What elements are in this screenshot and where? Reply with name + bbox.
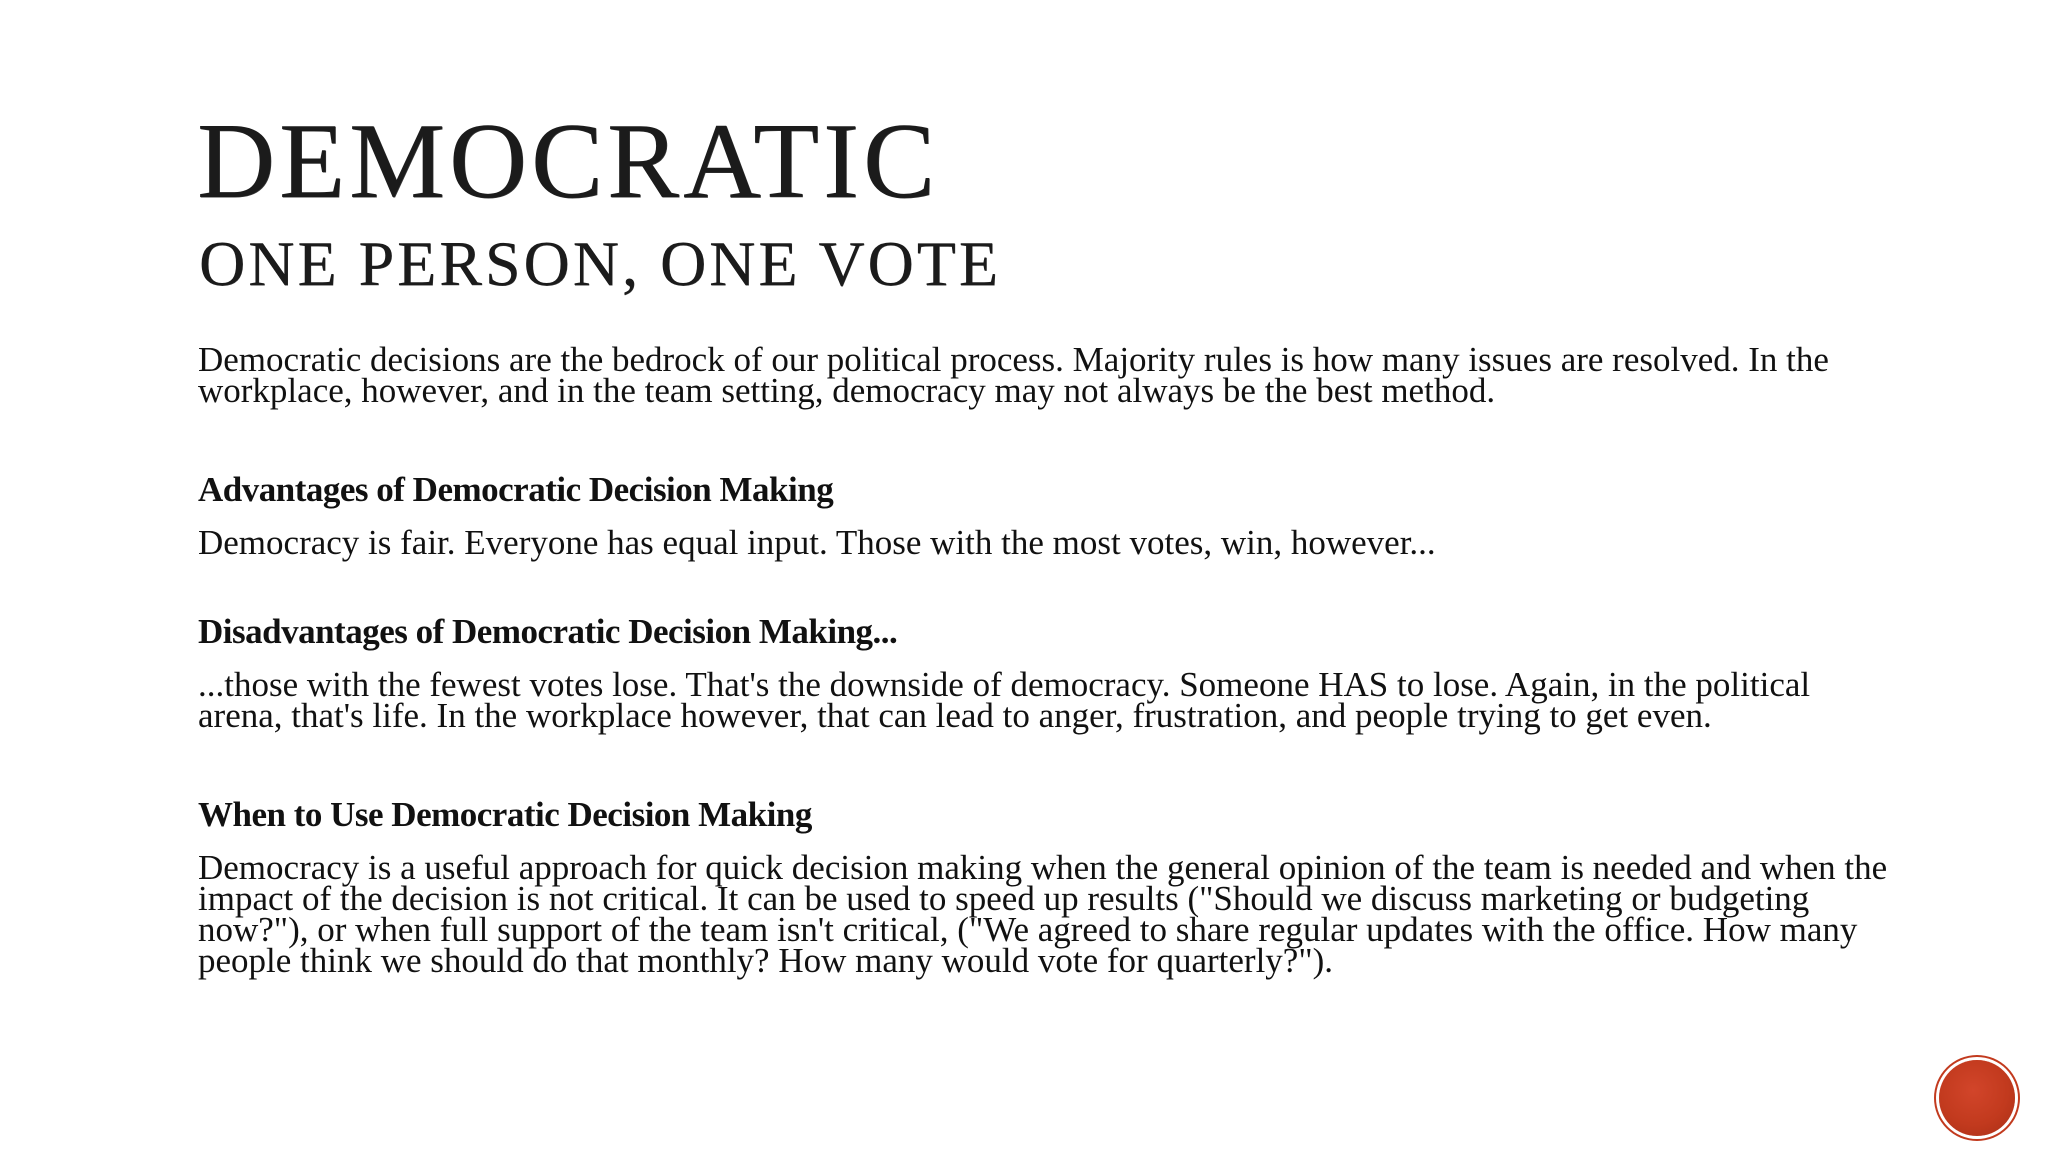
title-block — [197, 102, 1001, 299]
slide-title: DEMOCRATIC — [197, 102, 940, 221]
intro-paragraph: Democratic decisions are the bedrock of our political process. Majority rules is how many issues are resolved. In the workplace, however, and in the team setting, democracy may not always be the best method. — [198, 340, 1829, 410]
when-to-use-text: Democracy is a useful approach for quick decision making when the general opinion of the team is needed and when the impact of the decision is not critical. It can be used to speed up results ("Should we discuss marketing or budgeting now?"), or when full support of the team isn't critical, ("We agreed to share regular updates with the office. How many people think we should do that monthly? How many would vote for quarterly?"). — [198, 848, 1888, 980]
circle-nav-icon[interactable] — [1939, 1060, 2015, 1136]
when-to-use-heading: When to Use Democratic Decision Making — [198, 795, 812, 834]
slide-subtitle: ONE PERSON, ONE VOTE — [199, 228, 1001, 299]
advantages-text: Democracy is fair. Everyone has equal input. Those with the most votes, win, however... — [198, 523, 1436, 562]
disadvantages-heading: Disadvantages of Democratic Decision Making... — [198, 612, 898, 651]
slide-content — [198, 340, 1898, 980]
advantages-heading: Advantages of Democratic Decision Making — [198, 470, 834, 509]
disadvantages-text: ...those with the fewest votes lose. That's the downside of democracy. Someone HAS to lose. Again, in the political arena, that's life. In the workplace however, that can lead to anger, frustration, and people trying to get even. — [198, 665, 1811, 735]
